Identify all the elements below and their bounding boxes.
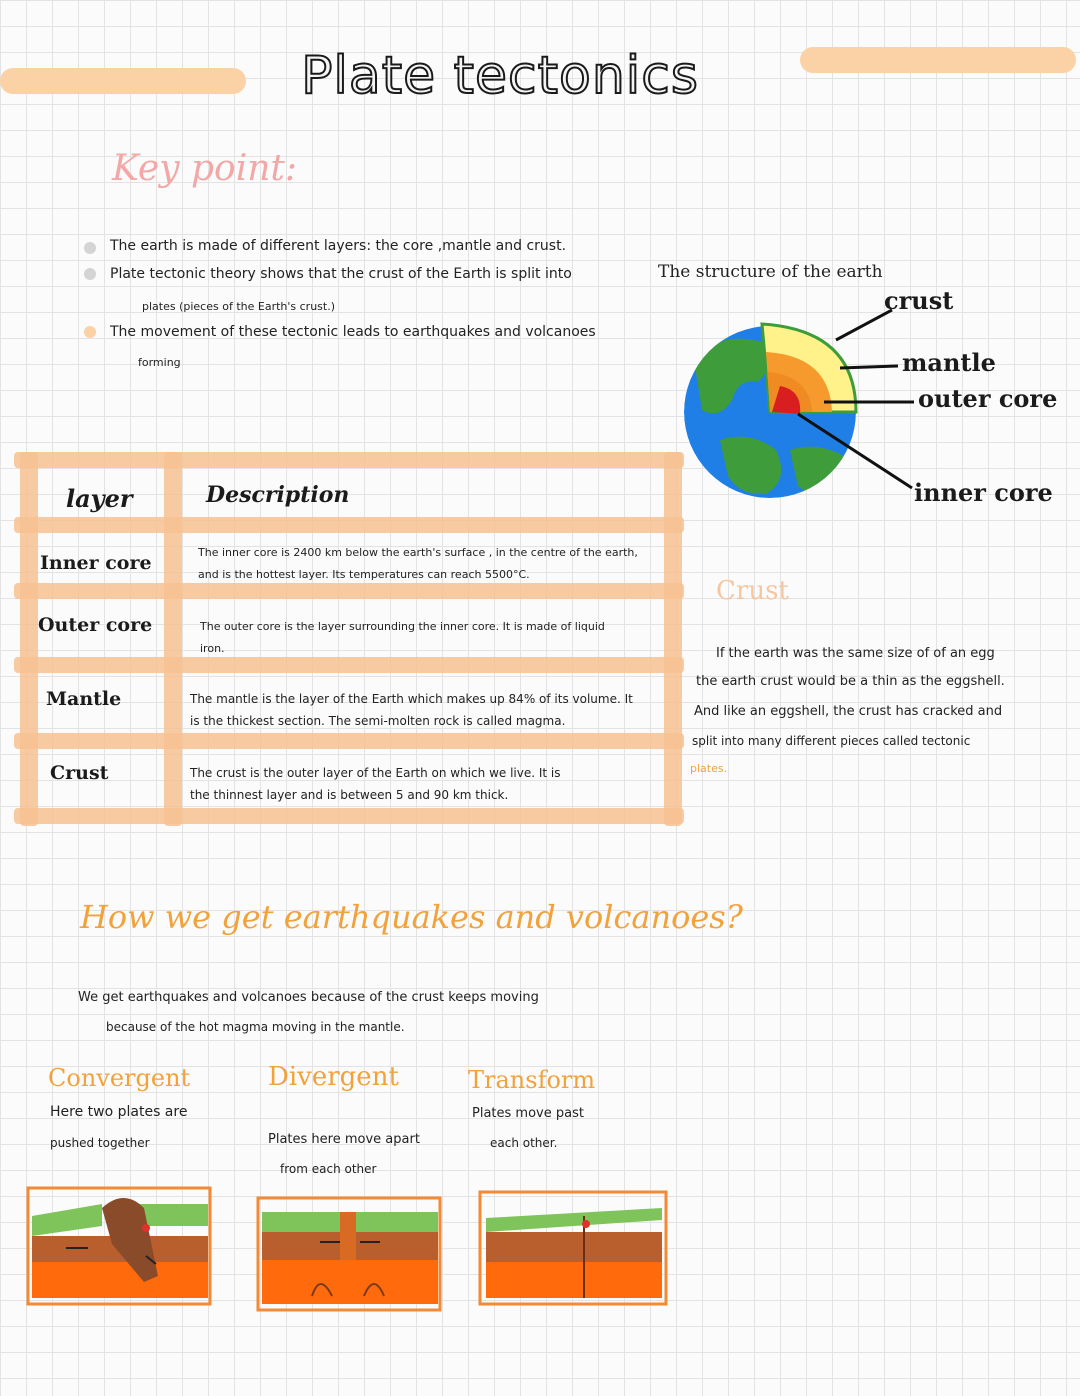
- crust-note-line: And like an eggshell, the crust has cracked and: [694, 704, 1003, 719]
- table-cell-layer: Inner core: [40, 552, 152, 574]
- table-cell-desc: The crust is the outer layer of the Earth on which we live. It is the thinnest layer and is between 5 and 90 km thick.: [190, 766, 561, 802]
- earth-diagram: [680, 290, 1040, 550]
- boundary-desc: Here two plates are: [50, 1104, 188, 1120]
- earthquakes-line-1: We get earthquakes and volcanoes because of the crust keeps moving: [78, 990, 539, 1005]
- bullet-dot: [84, 268, 96, 280]
- table-rule-top: [14, 452, 684, 468]
- table-header-layer: layer: [66, 484, 133, 513]
- boundary-title-transform: Transform: [468, 1066, 596, 1094]
- key-point-heading: Key point:: [112, 148, 298, 189]
- boundary-desc: from each other: [280, 1162, 377, 1176]
- table-cell-layer: Outer core: [38, 614, 153, 636]
- table-rule-mid: [164, 452, 182, 826]
- key-point-2: Plate tectonic theory shows that the crust of the Earth is split into: [110, 266, 572, 282]
- boundary-desc: each other.: [490, 1136, 558, 1150]
- boundary-title-divergent: Divergent: [268, 1062, 399, 1092]
- table-cell-desc: The outer core is the layer surrounding the inner core. It is made of liquid iron.: [200, 620, 605, 655]
- earth-label-outer-core: outer core: [918, 384, 1058, 413]
- crust-note-line: the earth crust would be a thin as the eggshell.: [696, 674, 1005, 689]
- earth-label-crust: crust: [884, 286, 954, 315]
- table-rule-left: [20, 452, 38, 826]
- crust-note-line: plates.: [690, 762, 728, 775]
- boundary-title-convergent: Convergent: [48, 1064, 191, 1092]
- key-point-3-cont: forming: [138, 356, 181, 369]
- earth-label-mantle: mantle: [902, 348, 996, 377]
- table-cell-desc: The mantle is the layer of the Earth which makes up 84% of its volume. It is the thickest section. The semi-molten rock is called magma.: [190, 692, 633, 728]
- header-highlight-right: [800, 47, 1076, 73]
- table-cell-layer: Mantle: [46, 688, 122, 710]
- key-point-2-cont: plates (pieces of the Earth's crust.): [142, 300, 335, 313]
- key-point-1: The earth is made of different layers: the core ,mantle and crust.: [110, 238, 567, 254]
- bullet-dot: [84, 326, 96, 338]
- table-rule-header: [14, 517, 684, 533]
- key-point-3: The movement of these tectonic leads to earthquakes and volcanoes: [110, 324, 596, 340]
- crust-note-line: If the earth was the same size of of an egg: [716, 646, 995, 661]
- table-header-description: Description: [206, 482, 350, 508]
- convergent-diagram: [26, 1186, 212, 1306]
- table-rule-bottom: [14, 808, 684, 824]
- earthquakes-line-2: because of the hot magma moving in the mantle.: [106, 1020, 405, 1034]
- bullet-dot: [84, 242, 96, 254]
- transform-diagram: [478, 1190, 668, 1308]
- earthquakes-heading: How we get earthquakes and volcanoes?: [80, 898, 743, 936]
- divergent-diagram: [256, 1196, 442, 1316]
- crust-note-line: split into many different pieces called tectonic: [692, 734, 971, 748]
- table-cell-layer: Crust: [50, 762, 109, 784]
- earth-caption: The structure of the earth: [658, 262, 883, 282]
- table-cell-desc: The inner core is 2400 km below the earth's surface , in the centre of the earth, and is the hottest layer. Its temperatures can reach 5500°C.: [198, 546, 638, 581]
- earth-label-inner-core: inner core: [914, 478, 1053, 507]
- page-title: Plate tectonics: [301, 46, 699, 106]
- crust-heading: Crust: [716, 576, 789, 606]
- boundary-desc: pushed together: [50, 1136, 150, 1150]
- boundary-desc: Plates here move apart: [268, 1132, 420, 1147]
- table-rule-row3: [14, 733, 684, 749]
- boundary-desc: Plates move past: [472, 1106, 584, 1121]
- header-highlight-left: [0, 68, 246, 94]
